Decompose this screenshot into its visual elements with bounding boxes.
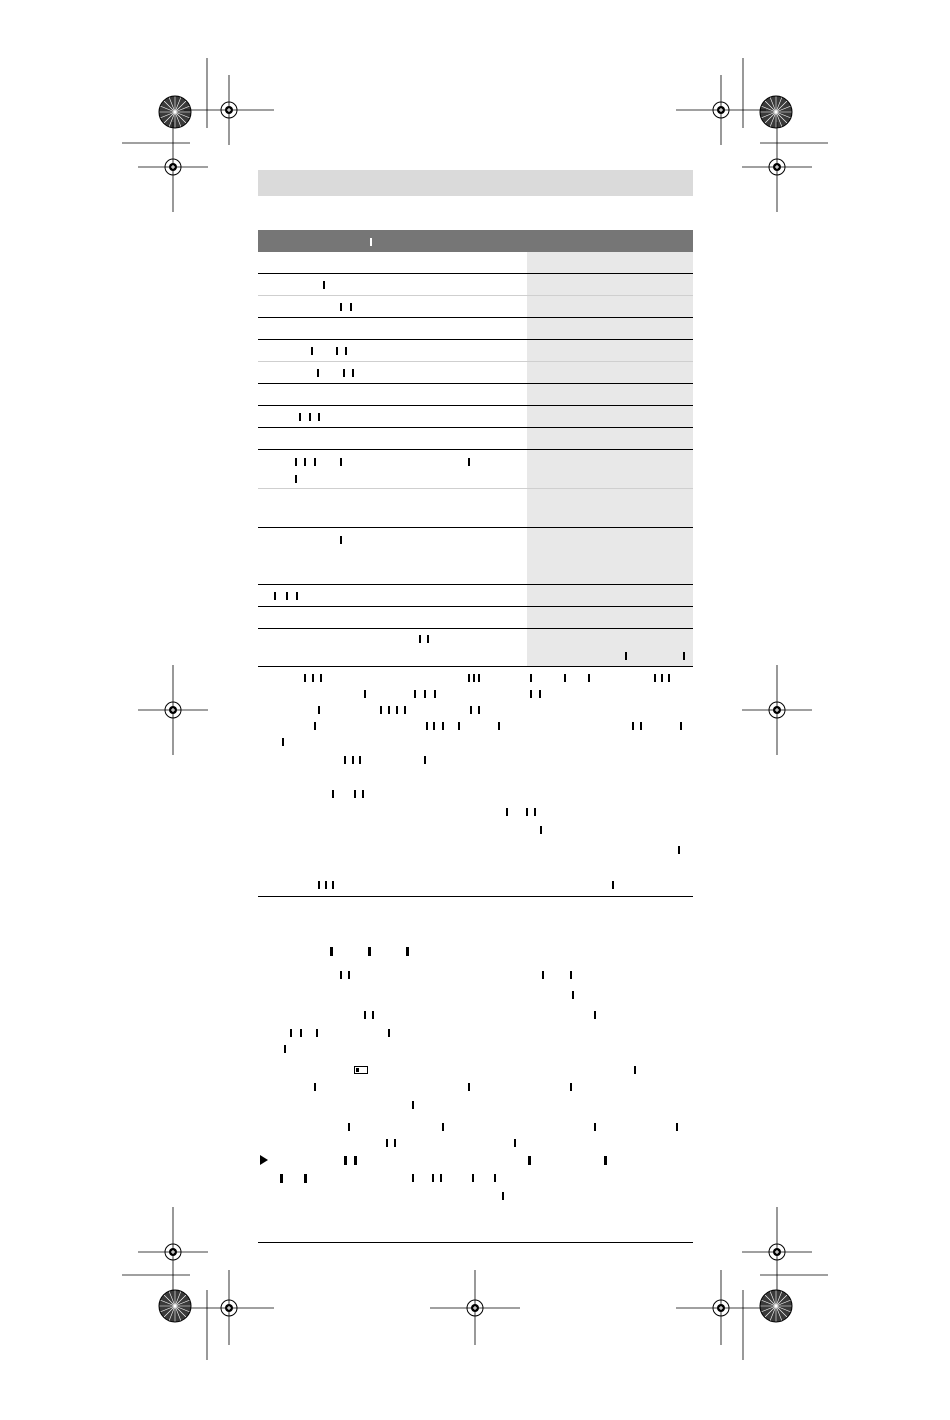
table-row [258, 318, 693, 340]
header-glyph [370, 238, 372, 246]
bullet-triangle-icon [260, 1155, 268, 1165]
section-divider [258, 896, 693, 897]
table-row [258, 252, 693, 274]
table-row [258, 384, 693, 406]
instructions-block [258, 945, 693, 1205]
table-row [258, 362, 693, 384]
table-row [258, 450, 693, 489]
table-row [258, 406, 693, 428]
table-row [258, 296, 693, 318]
table-row [258, 607, 693, 629]
footer-rule [258, 1242, 693, 1243]
table-row [258, 585, 693, 607]
spec-table [258, 230, 693, 667]
table-row [258, 428, 693, 450]
section-header-bar [258, 170, 693, 196]
battery-icon [354, 1066, 368, 1074]
table-row [258, 340, 693, 362]
table-row [258, 629, 693, 667]
table-row [258, 489, 693, 528]
notes-block [258, 670, 693, 890]
table-row [258, 528, 693, 585]
table-row [258, 274, 693, 296]
table-header [258, 230, 693, 252]
